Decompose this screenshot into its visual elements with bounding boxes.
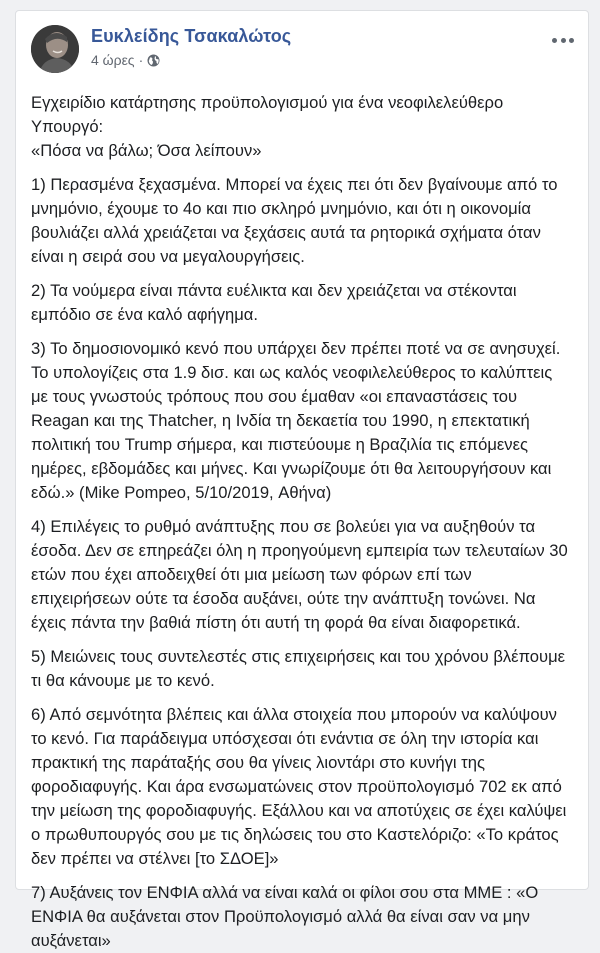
post-paragraph-3: 3) Το δημοσιονομικό κενό που υπάρχει δεν πρέπει ποτέ να σε ανησυχεί. Το υπολογίζεις στα 1.9 δισ. και ως καλός νεοφιλελεύθερος το καλύπτεις με τους γνωστούς τρόπους που σου έμαθαν «οι επαναστάσεις του Reagan και της Thatcher, η Ινδία τη δεκαετία του 1990, η επεκτατική πολιτική του Trump σήμερα, και πιστεύουμε η Βραζιλία τις επόμενες ημέρες, εβδομάδες και μήνες. Και γνωρίζουμε ότι θα λειτουργήσουν και εδώ.» (Mike Pompeo, 5/10/2019, Αθήνα)	[31, 339, 561, 502]
post-paragraph-2: 2) Τα νούμερα είναι πάντα ευέλικτα και δεν χρειάζεται να στέκονται εμπόδιο σε ένα καλό αφήγημα.	[31, 281, 517, 324]
post-paragraph-5: 5) Μειώνεις τους συντελεστές στις επιχειρήσεις και του χρόνου βλέπουμε τι θα κάνουμε με το κενό.	[31, 647, 566, 690]
intro-line: Υπουργό:	[31, 117, 104, 136]
post-paragraph-4: 4) Επιλέγεις το ρυθμό ανάπτυξης που σε βολεύει για να αυξηθούν τα έσοδα. Δεν σε επηρεάζει όλη η προηγούμενη εμπειρία των τελευταίων 30 ετών που έχει αποδειχθεί ότι μια μείωση των φόρων επί των επιχειρήσεων ούτε τα έσοδα αυξάνει, ούτε την ανάπτυξη τονώνει. Να έχεις πάντα την βαθιά πίστη ότι αυτή τη φορά θα είναι διαφορετικά.	[31, 517, 568, 632]
post-timestamp[interactable]: 4 ώρες	[91, 52, 135, 68]
post-intro	[31, 91, 568, 163]
more-dot-icon	[552, 38, 557, 43]
more-dot-icon	[569, 38, 574, 43]
globe-icon[interactable]	[147, 54, 160, 67]
post-header	[16, 11, 588, 81]
intro-line: Εγχειρίδιο κατάρτησης προϋπολογισμού για ένα νεοφιλελεύθερο	[31, 93, 504, 112]
post-paragraph-1: 1) Περασμένα ξεχασμένα. Μπορεί να έχεις πει ότι δεν βγαίνουμε από το μνημόνιο, έχουμε το 4ο και πιο σκληρό μνημόνιο, και ότι η οικονομία βουλιάζει αλλά χρειάζεται να ξεχάσεις αυτά τα ρητορικά σχήματα όταν είναι η σειρά σου να μεγαλουργήσεις.	[31, 175, 558, 266]
post-paragraph-6: 6) Από σεμνότητα βλέπεις και άλλα στοιχεία που μπορούν να καλύψουν το κενό. Για παράδειγμα υπόσχεσαι ότι ενάντια σε όλη την ιστορία και πρακτική της παράταξής σου θα γίνεις λιοντάρι στο κυνήγι της φοροδιαφυγής. Και άρα ενσωματώνεις στον προϋπολογισμό 702 εκ από την μείωση της φοροδιαφυγής. Εξάλλου και να αποτύχεις σε έχει καλύψει ο πρωθυπουργός σου με τις δηλώσεις του στο Καστελόριζο: «Το κράτος δεν πρέπει να στέλνει [το ΣΔΟΕ]»	[31, 705, 567, 868]
intro-quote: «Πόσα να βάλω; Όσα λείπουν»	[31, 141, 262, 160]
meta-separator: ·	[138, 52, 144, 68]
author-avatar[interactable]	[31, 25, 79, 73]
avatar-photo-icon	[31, 25, 79, 73]
post-meta	[91, 52, 160, 68]
more-options-button[interactable]	[552, 35, 574, 45]
post-card	[15, 10, 589, 950]
author-name-link[interactable]: Ευκλείδης Τσακαλώτος	[91, 26, 292, 46]
post-paragraph-7: 7) Αυξάνεις τον ΕΝΦΙΑ αλλά να είναι καλά οι φίλοι σου στα ΜΜΕ : «Ο ΕΝΦΙΑ θα αυξάνεται στον Προϋπολογισμό αλλά θα είναι σαν να μην αυξάνεται»	[31, 883, 539, 950]
post-body	[16, 81, 588, 953]
more-dot-icon	[561, 38, 566, 43]
